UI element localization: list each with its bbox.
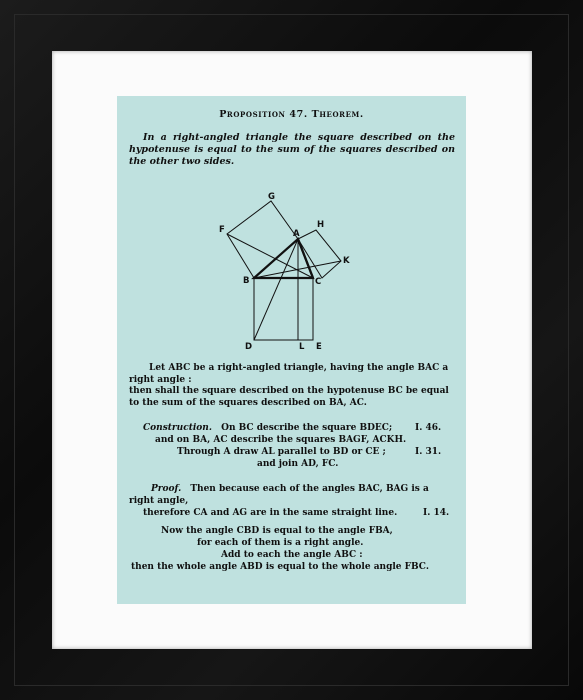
construction-line-1 (143, 423, 392, 434)
label-l: L (299, 342, 305, 352)
line-ab-extra (298, 239, 313, 278)
proof-line-7: then the whole angle ABD is equal to the whole angle FBC. (131, 562, 429, 572)
theorem-enunciation: In a right-angled triangle the square described on the hypotenuse is equal to the sum of the squares described on the other two sides. (129, 132, 455, 167)
proof-line-5: for each of them is a right angle. (197, 538, 364, 548)
line-ad (254, 239, 298, 340)
proposition-heading: Proposition 47. Theorem. (219, 109, 364, 120)
construction-text-1: On BC describe the square BDEC; (221, 423, 393, 433)
construction-line-2: and on BA, AC describe the squares BAGF, ACKH. (155, 435, 407, 445)
proof-label: Proof. (151, 484, 182, 494)
label-h: H (317, 220, 325, 230)
proof-line-6: Add to each the angle ABC : (221, 550, 363, 560)
label-b: B (243, 276, 250, 286)
proof-ref: I. 14. (423, 508, 450, 518)
construction-line-4: and join AD, FC. (257, 459, 339, 469)
proof-line-4: Now the angle CBD is equal to the angle FBA, (161, 526, 393, 536)
proof-line-2: right angle, (129, 496, 189, 506)
proof-line-3: therefore CA and AG are in the same straight line. (143, 508, 398, 518)
figure-svg (117, 188, 466, 358)
label-e: E (316, 342, 322, 352)
proof-line-1 (151, 484, 429, 495)
square-bdec (254, 278, 313, 340)
proof-text-1: Then because each of the angles BAC, BAG is a (190, 484, 429, 494)
statement-intro: Let ABC be a right-angled triangle, having the angle BAC a right angle : (129, 363, 449, 385)
construction-line-3: Through A draw AL parallel to BD or CE ; (177, 447, 386, 457)
construction-ref-1: I. 46. (415, 423, 442, 433)
label-a: A (293, 229, 300, 239)
construction-ref-2: I. 31. (415, 447, 442, 457)
label-c: C (315, 277, 322, 287)
line-fc (227, 234, 313, 278)
label-g: G (268, 192, 275, 202)
label-f: F (219, 225, 225, 235)
label-k: K (343, 256, 350, 266)
construction-label: Construction. (143, 423, 212, 433)
framed-print (117, 96, 466, 604)
pythagoras-figure (117, 188, 466, 358)
label-d: D (245, 342, 253, 352)
statement-claim: then shall the square described on the hypotenuse BC be equal to the sum of the squares described on BA, AC. (129, 386, 449, 408)
